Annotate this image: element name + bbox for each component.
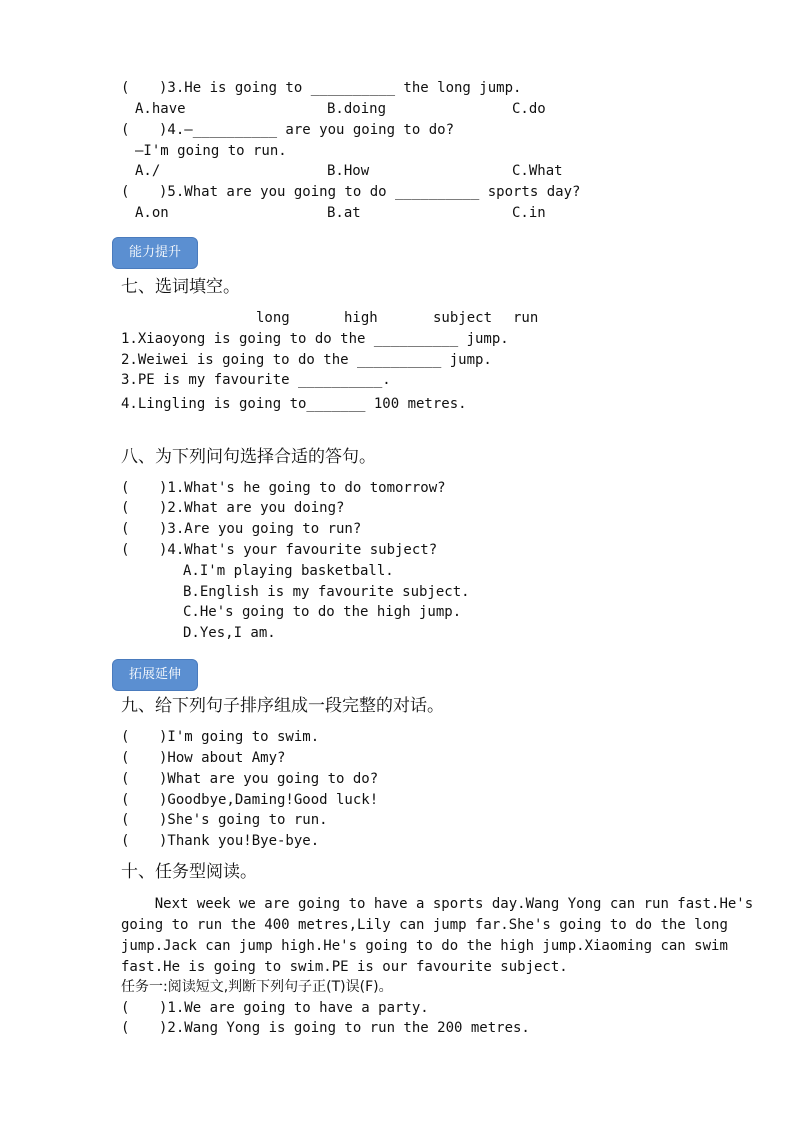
answer-paren[interactable]: ( <box>121 500 130 516</box>
fill-item: 2.Weiwei is going to do the __________ jump. <box>121 352 492 368</box>
question-text: )4.—__________ are you going to do? <box>159 122 455 138</box>
answer-paren[interactable]: ( <box>121 833 130 849</box>
match-question: ( )4.What's your favourite subject? <box>121 542 438 558</box>
order-item: ( )I'm going to swim. <box>121 729 320 745</box>
answer-paren[interactable]: ( <box>121 184 130 200</box>
question-6-5 <box>121 183 580 201</box>
section-7-heading: 七、选词填空。 <box>121 277 240 297</box>
section-badge-extension: 拓展延伸 <box>112 659 198 691</box>
option-b: B.How <box>327 163 370 179</box>
order-item: ( )Goodbye,Daming!Good luck! <box>121 792 379 808</box>
option-a: A.have <box>135 101 186 117</box>
section-badge-ability: 能力提升 <box>112 237 198 269</box>
word-choice: run <box>513 310 539 326</box>
true-false-item: ( )2.Wang Yong is going to run the 200 metres. <box>121 1020 530 1036</box>
word-choice: long <box>256 310 290 326</box>
passage-line: Next week we are going to have a sports day.Wang Yong can run fast.He's <box>121 896 754 912</box>
passage-line: fast.He is going to swim.PE is our favourite subject. <box>121 959 568 975</box>
answer-paren[interactable]: ( <box>121 80 130 96</box>
match-option: D.Yes,I am. <box>183 625 276 641</box>
option-c: C.do <box>512 101 546 117</box>
match-question: ( )1.What's he going to do tomorrow? <box>121 480 446 496</box>
passage-line: jump.Jack can jump high.He's going to do the high jump.Xiaoming can swim <box>121 938 728 954</box>
order-item: ( )What are you going to do? <box>121 771 379 787</box>
question-6-4 <box>121 121 454 139</box>
match-question: ( )3.Are you going to run? <box>121 521 362 537</box>
answer-paren[interactable]: ( <box>121 521 130 537</box>
section-9-heading: 九、给下列句子排序组成一段完整的对话。 <box>121 696 444 716</box>
answer-paren[interactable]: ( <box>121 1020 130 1036</box>
answer-paren[interactable]: ( <box>121 729 130 745</box>
order-item: ( )She's going to run. <box>121 812 328 828</box>
option-a: A.on <box>135 205 169 221</box>
answer-paren[interactable]: ( <box>121 480 130 496</box>
option-a: A./ <box>135 163 161 179</box>
answer-paren[interactable]: ( <box>121 792 130 808</box>
answer-paren[interactable]: ( <box>121 542 130 558</box>
answer-paren[interactable]: ( <box>121 122 130 138</box>
option-c: C.What <box>512 163 563 179</box>
word-choice: subject <box>433 310 493 326</box>
question-6-4-answer: —I'm going to run. <box>135 143 287 159</box>
match-option: B.English is my favourite subject. <box>183 584 470 600</box>
question-6-3 <box>121 79 521 97</box>
option-c: C.in <box>512 205 546 221</box>
task-one-instruction: 任务一:阅读短文,判断下列句子正(T)误(F)。 <box>121 979 393 995</box>
fill-item: 3.PE is my favourite __________. <box>121 372 391 388</box>
fill-item: 1.Xiaoyong is going to do the __________ jump. <box>121 331 509 347</box>
option-b: B.at <box>327 205 361 221</box>
match-option: C.He's going to do the high jump. <box>183 604 462 620</box>
match-question: ( )2.What are you doing? <box>121 500 345 516</box>
reading-passage <box>121 894 754 978</box>
answer-paren[interactable]: ( <box>121 812 130 828</box>
order-item: ( )How about Amy? <box>121 750 286 766</box>
answer-paren[interactable]: ( <box>121 750 130 766</box>
fill-item: 4.Lingling is going to_______ 100 metres. <box>121 396 467 412</box>
passage-line: going to run the 400 metres,Lily can jump far.She's going to do the long <box>121 917 728 933</box>
true-false-item: ( )1.We are going to have a party. <box>121 1000 429 1016</box>
question-text: )5.What are you going to do __________ sports day? <box>159 184 581 200</box>
answer-paren[interactable]: ( <box>121 1000 130 1016</box>
option-b: B.doing <box>327 101 387 117</box>
section-8-heading: 八、为下列问句选择合适的答句。 <box>121 447 376 467</box>
word-choice: high <box>344 310 378 326</box>
order-item: ( )Thank you!Bye-bye. <box>121 833 320 849</box>
section-10-heading: 十、任务型阅读。 <box>121 862 257 882</box>
answer-paren[interactable]: ( <box>121 771 130 787</box>
match-option: A.I'm playing basketball. <box>183 563 394 579</box>
question-text: )3.He is going to __________ the long jump. <box>159 80 522 96</box>
